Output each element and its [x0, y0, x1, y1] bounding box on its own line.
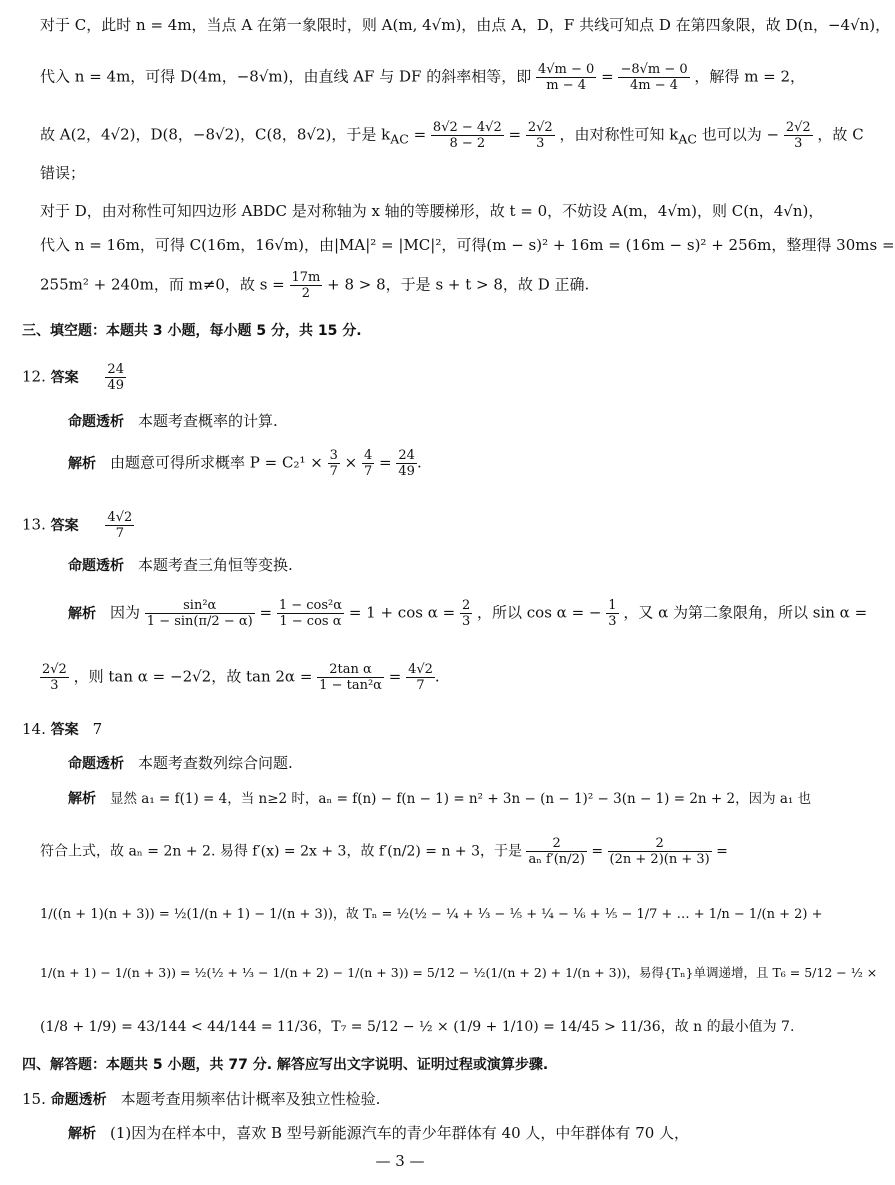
section3-title: 三、填空题：本题共 3 小题，每小题 5 分，共 15 分.	[22, 323, 362, 339]
c-line1: 对于 C，此时 n = 4m，当点 A 在第一象限时，则 A(m, 4√m)，由点 A，D，F 共线可知点 D 在第四象限，故 D(n，−4√n)，	[40, 16, 891, 34]
d-line1: 对于 D，由对称性可知四边形 ABDC 是对称轴为 x 轴的等腰梯形，故 t = 0，不妨设 A(m，4√m)，则 C(n，4√n)，	[40, 202, 824, 220]
q12-answer-line: 12. 答案 $\frac{24}{49}$	[22, 362, 124, 393]
section4-title: 四、解答题：本题共 5 小题，共 77 分. 解答应写出文字说明、证明过程或演算步骤.	[22, 1057, 549, 1073]
q13-answer: $\frac{4√2}{7}$	[107, 510, 133, 541]
d-line3-frac: $\frac{17m}{2}$	[291, 270, 321, 301]
q14-solution-line5: (1/8 + 1/9) = 43/144 < 44/144 = 11/36，T₇ = 5/12 − ½ × (1/9 + 1/10) = 14/45 > 11/36，故 n 的最小值为 7.	[40, 1019, 795, 1035]
c-line3: 故 A(2，4√2)，D(8，−8√2)，C(8，8√2)，于是 $k_{AC}$ = $\frac{8√2 - 4√2}{8 - 2}$ = $\frac{2√2}{3}$ ，由对称性可知 $k_{AC}$ 也可以为 − $\frac{2√2}{3}$ ，故 C	[40, 120, 864, 151]
q15-analysis: 15. 命题透析 本题考查用频率估计概率及独立性检验.	[22, 1090, 381, 1108]
c-line2-pre: 代入 n = 4m，可得 D(4m，−8√m)，由直线 AF 与 DF 的斜率相等，即	[40, 67, 532, 86]
q14-answer: 7	[92, 720, 103, 738]
q13-solution-line2: $\frac{2√2}{3}$ ，则 tan α = −2√2，故 tan 2α = $\frac{\text{2tan α}}{\text{1 − tan²α}}$ = $\frac{4√2}{7}$ .	[42, 662, 440, 693]
c-line3-frac2: $\frac{2√2}{3}$	[527, 120, 553, 151]
q12-analysis: 命题透析 本题考查概率的计算.	[68, 412, 278, 430]
q12-solution: 解析 由题意可得所求概率 P = C₂¹ × $\frac{3}{7}$ × $\frac{4}{7}$ = $\frac{24}{49}$ .	[68, 448, 422, 479]
q12-answer: $\frac{24}{49}$	[107, 362, 124, 393]
c-line3-frac3: $\frac{2√2}{3}$	[785, 120, 811, 151]
page-number: — 3 —	[375, 1152, 425, 1170]
c-line2-frac1: $\frac{4√m - 0}{m - 4}$	[538, 62, 595, 93]
c-line2	[40, 62, 806, 93]
q14-solution-line3: 1/((n + 1)(n + 3)) = ½(1/(n + 1) − 1/(n + 3))，故 Tₙ = ½(½ − ¼ + ⅓ − ⅕ + ¼ − ⅙ + ⅕ − 1/7 + … + 1/n − 1/(n + 2) +	[40, 907, 823, 922]
q14-analysis: 命题透析 本题考查数列综合问题.	[68, 754, 293, 772]
c-line2-post: ，解得 m = 2，	[694, 67, 806, 86]
d-line3: 255m² + 240m，而 m≠0，故 s = $\frac{17m}{2}$ + 8 > 8，于是 s + t > 8，故 D 正确.	[40, 270, 590, 301]
c-line3-frac1: $\frac{8√2 - 4√2}{8 - 2}$	[432, 120, 502, 151]
q15-solution: 解析 (1)因为在样本中，喜欢 B 型号新能源汽车的青少年群体有 40 人，中年群体有 70 人，	[68, 1124, 690, 1142]
q14-solution-line1: 解析 显然 a₁ = f(1) = 4，当 n≥2 时，aₙ = f(n) − f(n − 1) = n² + 3n − (n − 1)² − 3(n − 1) = 2n + 2，因为 a₁ 也	[68, 791, 812, 807]
q14-answer-line: 14. 答案 7	[22, 720, 103, 738]
c-line4: 错误；	[40, 164, 86, 182]
q14-solution-line4: 1/(n + 1) − 1/(n + 3)) = ½(½ + ⅓ − 1/(n + 2) − 1/(n + 3)) = 5/12 − ½(1/(n + 2) + 1/(n + 3))，易得{Tₙ}单调递增，且 T₆ = 5/12 − ½ ×	[40, 965, 878, 980]
q13-answer-line: 13. 答案 $\frac{4√2}{7}$	[22, 510, 133, 541]
d-line2: 代入 n = 16m，可得 C(16m，16√m)，由|MA|² = |MC|²，可得(m − s)² + 16m = (16m − s)² + 256m，整理得 30ms =	[40, 236, 895, 254]
q13-solution: 解析 因为 $\frac{\text{sin²α}}{1 - \sin(\pi/2 - \alpha)}$ = $\frac{\text{1 − cos²α}}{\text{1 − cos α}}$ = 1 + cos α = $\frac{2}{3}$ ，所以 cos α = − $\frac{1}{3}$ ，又 α 为第二象限角，所以 sin α =	[68, 598, 868, 629]
c-line2-frac2: $\frac{-8√m - 0}{4m - 4}$	[620, 62, 688, 93]
c-line2-mid: =	[601, 67, 619, 86]
q13-analysis: 命题透析 本题考查三角恒等变换.	[68, 556, 293, 574]
q14-solution-line2: 符合上式，故 aₙ = 2n + 2. 易得 f′(x) = 2x + 3，故 f′(n/2) = n + 3，于是 $\frac{2}{\text{aₙ f′(n/2)}}$ = $\frac{2}{(2n + 2)(n + 3)}$ =	[40, 836, 728, 867]
